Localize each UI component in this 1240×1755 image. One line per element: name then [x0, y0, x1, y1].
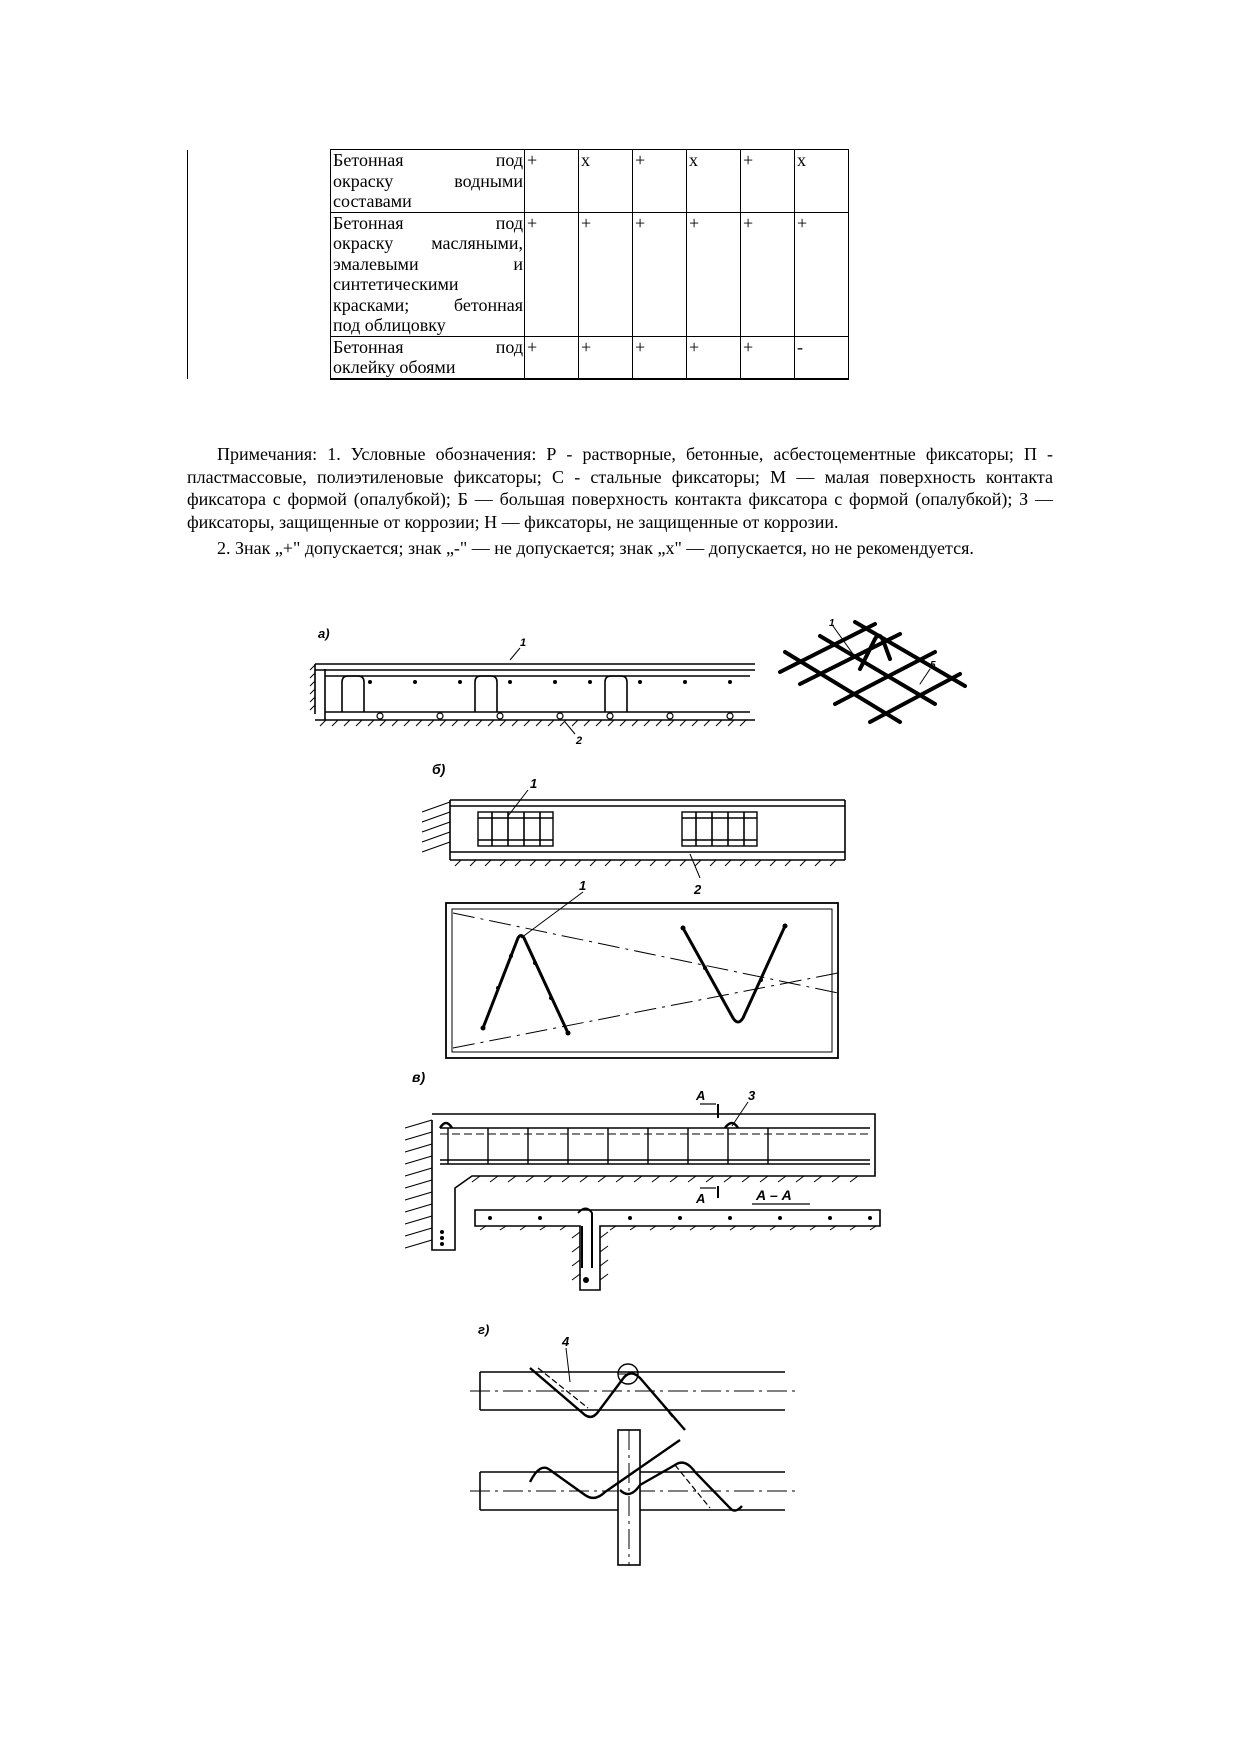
section-mark: А	[696, 1191, 706, 1206]
row-description: Бетонная под окраску масляными, эмалевыми и синтетическими красками; бетонная под облицовку	[331, 212, 525, 336]
figure-a-mesh	[775, 614, 975, 729]
mark-cell: х	[795, 150, 849, 213]
callout-number: 1	[530, 776, 538, 791]
mark-cell: +	[525, 336, 579, 379]
section-mark: А	[696, 1088, 706, 1103]
row-description: Бетонная под окраску водными составами	[331, 150, 525, 213]
figure-label: а)	[318, 626, 330, 641]
mark-cell: +	[741, 150, 795, 213]
mark-cell: +	[687, 336, 741, 379]
callout-number: 1	[829, 618, 835, 629]
mark-cell: +	[795, 212, 849, 336]
empty-cell	[188, 150, 331, 379]
table-row	[188, 150, 849, 213]
figure-g-spiral-1	[470, 1320, 800, 1440]
mark-cell: -	[795, 336, 849, 379]
callout-number: 2	[576, 735, 583, 747]
figure-label: б)	[432, 761, 446, 777]
mark-cell: х	[579, 150, 633, 213]
figure-v-section	[400, 1068, 880, 1298]
mark-cell: +	[687, 212, 741, 336]
mark-cell: +	[633, 212, 687, 336]
mark-cell: +	[579, 336, 633, 379]
mark-cell: +	[525, 212, 579, 336]
figure-b-plan	[443, 878, 843, 1063]
notes-block	[187, 443, 1053, 562]
callout-number: 1	[520, 637, 527, 649]
mark-cell: +	[741, 212, 795, 336]
callout-number: 2	[694, 882, 702, 897]
mark-cell: +	[525, 150, 579, 213]
mark-cell: +	[579, 212, 633, 336]
mark-cell: +	[633, 336, 687, 379]
mark-cell: +	[633, 150, 687, 213]
section-title: А – А	[756, 1187, 792, 1203]
mark-cell: х	[687, 150, 741, 213]
fixators-table	[187, 149, 849, 380]
note-legend: Примечания: 1. Условные обозначения: Р - растворные, бетонные, асбестоцементные фиксаторы; П - пластмассовые, полиэтиленовые фиксаторы; С - стальные фиксаторы; М — малая поверхность контакта фиксатора с формой (опалубкой); Б — большая поверхность контакта фиксатора с формой (опалубкой); З — фиксаторы, защищенные от коррозии; Н — фиксаторы, не защищенные от коррозии.	[187, 444, 1053, 532]
mark-cell: +	[741, 336, 795, 379]
figure-a-section	[310, 624, 760, 747]
figure-g-spiral-2	[470, 1430, 800, 1565]
row-description: Бетонная под оклейку обоями	[331, 336, 525, 379]
figure-label: г)	[478, 1322, 490, 1337]
callout-number: 5	[930, 660, 936, 671]
figure-label: в)	[412, 1069, 426, 1085]
callout-number: 4	[562, 1334, 570, 1349]
note-signs: 2. Знак „+" допускается; знак „-" — не допускается; знак „х" — допускается, но не рекомендуется.	[217, 538, 974, 558]
callout-number: 1	[579, 878, 587, 893]
callout-number: 3	[748, 1088, 756, 1103]
